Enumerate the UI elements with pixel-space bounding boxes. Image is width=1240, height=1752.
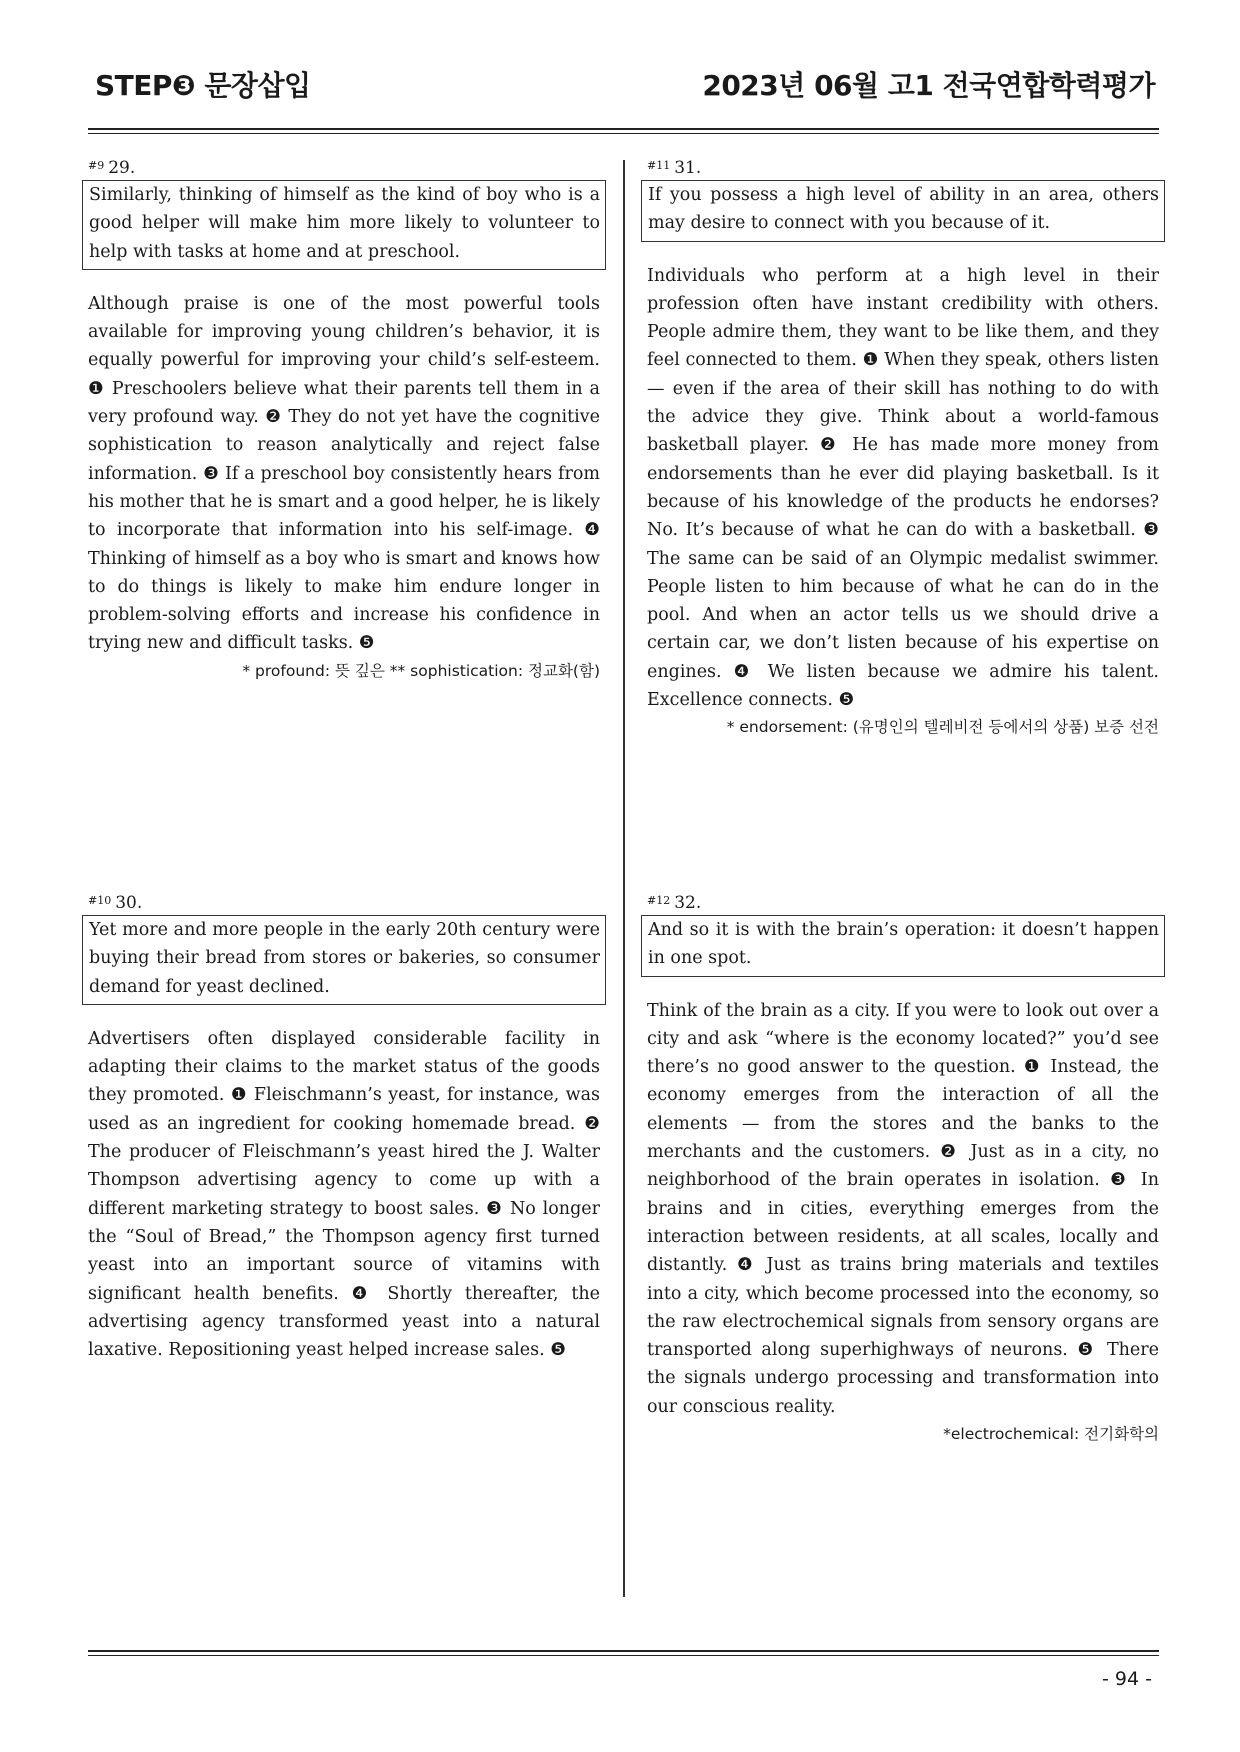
exam-title: 2023년 06월 고1 전국연합학력평가 [702,69,1155,102]
given-sentence-box: Similarly, thinking of himself as the kind of boy who is a good helper will make him more likely to volunteer to help with tasks at home and at preschool. [82,180,606,270]
header-rule-thick [88,128,1159,130]
footer-rule-thick [88,1650,1159,1652]
header-rule-thin [88,133,1159,134]
vocab-note: *electrochemical: 전기화학의 [943,1425,1159,1444]
given-sentence-box: Yet more and more people in the early 20th century were buying their bread from stores or bakeries, so consumer demand for yeast declined. [82,915,606,1005]
column-divider [623,160,625,1597]
footer-rule-thin [88,1655,1159,1656]
question-32 [647,893,1159,1447]
question-29 [88,158,600,684]
question-number: $^{\#10}$ 30. [88,893,143,913]
question-30 [88,893,600,1364]
passage-text: Think of the brain as a city. If you were to look out over a city and ask “where is the economy located?” you’d see there’s no good answer to the question. ❶ Instead, the economy emerges from the interaction of all the elements — from the stores and the banks to the merchants and the customers. ❷ Just as in a city, no neighborhood of the brain operates in isolation. ❸ In brains and in cities, everything emerges from the interaction between residents, at all scales, locally and distantly. ❹ Just as trains bring materials and textiles into a city, which become processed into the economy, so the raw electrochemical signals from sensory organs are transported along superhighways of neurons. ❺ There the signals undergo processing and transformation into our conscious reality. [647,1000,1159,1417]
section-title: STEP❸ 문장삽입 [95,69,311,102]
question-number: $^{\#12}$ 32. [647,893,702,913]
given-sentence-box: And so it is with the brain’s operation: it doesn’t happen in one spot. [641,915,1165,977]
question-number: $^{\#11}$ 31. [647,158,702,178]
given-sentence-box: If you possess a high level of ability in an area, others may desire to connect with you because of it. [641,180,1165,242]
passage-text: Advertisers often displayed considerable facility in adapting their claims to the market status of the goods they promoted. ❶ Fleischmann’s yeast, for instance, was used as an ingredient for cooking homemade bread. ❷ The producer of Fleischmann’s yeast hired the J. Walter Thompson advertising agency to come up with a different marketing strategy to boost sales. ❸ No longer the “Soul of Bread,” the Thompson agency first turned yeast into an important source of vitamins with significant health benefits. ❹ Shortly thereafter, the advertising agency transformed yeast into a natural laxative. Repositioning yeast helped increase sales. ❺ [88,1028,600,1361]
passage-text: Individuals who perform at a high level in their profession often have instant credibility with others. People admire them, they want to be like them, and they feel connected to them. ❶ When they speak, others listen — even if the area of their skill has nothing to do with the advice they give. Think about a world-famous basketball player. ❷ He has made more money from endorsements than he ever did playing basketball. Is it because of his knowledge of the products he endorses? No. It’s because of what he can do with a basketball. ❸ The same can be said of an Olympic medalist swimmer. People listen to him because of what he can do in the pool. And when an actor tells us we should drive a certain car, we don’t listen because of his expertise on engines. ❹ We listen because we admire his talent. Excellence connects. ❺ [647,265,1159,711]
vocab-note: * endorsement: (유명인의 텔레비전 등에서의 상품) 보증 선전 [726,718,1159,737]
question-31 [647,158,1159,740]
vocab-note: * profound: 뜻 깊은 ** sophistication: 정교화(함) [242,661,600,680]
question-number: $^{\#9}$ 29. [88,158,136,178]
page-number: - 94 - [1102,1668,1152,1690]
passage-text: Although praise is one of the most powerful tools available for improving young children’s behavior, it is equally powerful for improving your child’s self-esteem. ❶ Preschoolers believe what their parents tell them in a very profound way. ❷ They do not yet have the cognitive sophistication to reason analytically and reject false information. ❸ If a preschool boy consistently hears from his mother that he is smart and a good helper, he is likely to incorporate that information into his self-image. ❹ Thinking of himself as a boy who is smart and knows how to do things is likely to make him endure longer in problem-solving efforts and increase his confidence in trying new and difficult tasks. ❺ [88,293,600,654]
